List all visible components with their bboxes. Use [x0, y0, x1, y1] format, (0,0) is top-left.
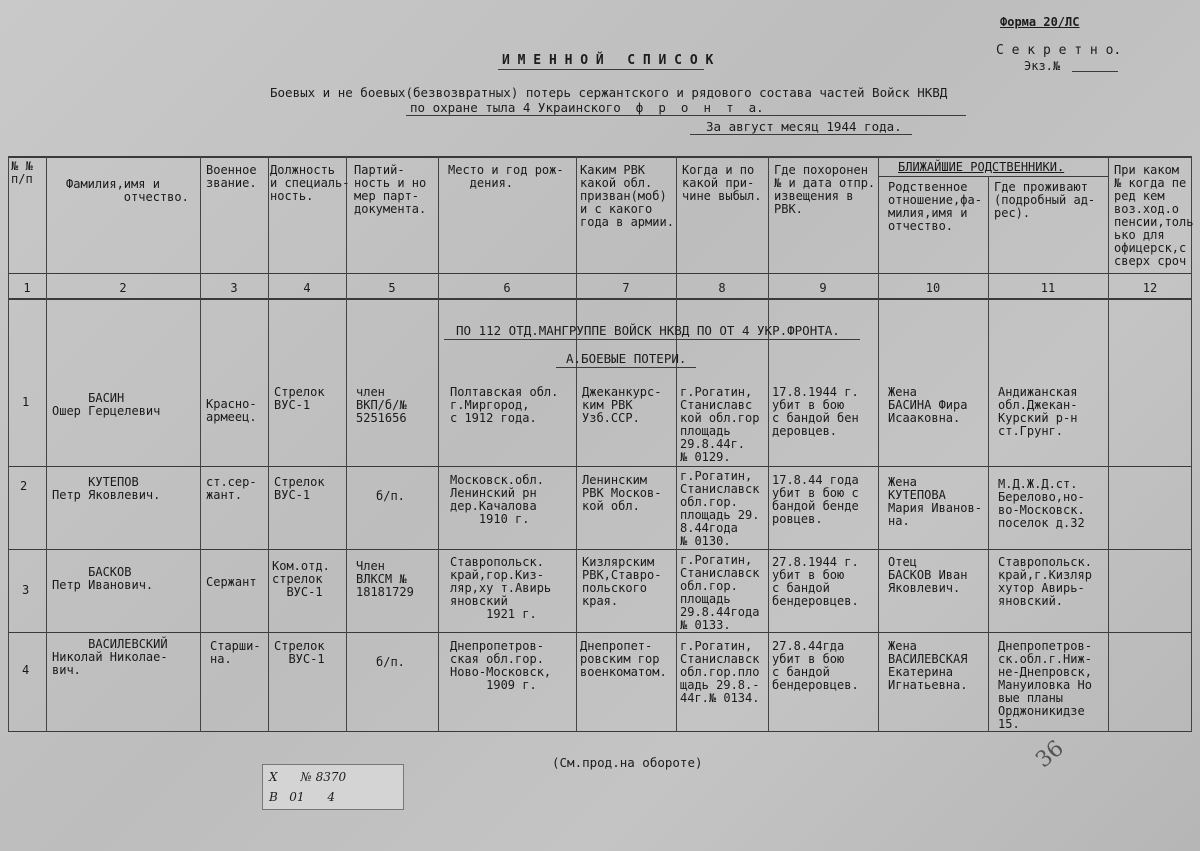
- row-1-relative: Жена БАСИНА Фира Исааковна.: [888, 385, 968, 425]
- row-2-number: 2: [20, 479, 28, 493]
- row-1-buried: 17.8.1944 г. убит в бою с бандой бен деровцев.: [772, 385, 859, 438]
- col-number-2: 2: [119, 281, 127, 295]
- row-3-number: 3: [22, 583, 30, 597]
- form-number: Форма 20/ЛС: [1000, 15, 1080, 29]
- row-1-rank: Красно- армеец.: [206, 397, 257, 424]
- row-3-rvk: Кизлярским РВК,Ставро- польского края.: [582, 555, 662, 608]
- copy-number: Экз.№: [1024, 59, 1061, 73]
- col-header-9: Где похоронен № и дата отпр. извещения в РВК.: [774, 163, 876, 216]
- col-header-7: Каким РВК какой обл. призван(моб) и с какого года в армии.: [580, 163, 674, 229]
- section-title: ПО 112 ОТД.МАНГРУППЕ ВОЙСК НКВД ПО ОТ 4 УКР.ФРОНТА.: [456, 323, 840, 338]
- row-4-number: 4: [22, 663, 30, 677]
- row-3-name: БАСКОВ Петр Иванович.: [52, 565, 154, 592]
- row-3-post: Ком.отд. стрелок ВУС-1: [272, 559, 330, 599]
- row-4-party: б/п.: [376, 655, 405, 669]
- row-2-post: Стрелок ВУС-1: [274, 475, 325, 502]
- row-4-address: Днепропетров- ск.обл.г.Ниж- не-Днепровск, Мануиловка Но вые планы Орджоникидзе 15.: [998, 639, 1092, 731]
- row-4-relative: Жена ВАСИЛЕВСКАЯ Екатерина Игнатьевна.: [888, 639, 968, 692]
- row-1-name: БАСИН Ошер Герцелевич: [52, 391, 161, 418]
- row-3-buried: 27.8.1944 г. убит в бою с бандой бендеровцев.: [772, 555, 859, 608]
- subtitle-line-3: За август месяц 1944 года.: [706, 119, 902, 134]
- col-header-3: Военное звание.: [206, 163, 257, 190]
- row-2-rvk: Ленинским РВК Москов- кой обл.: [582, 473, 662, 513]
- continuation-note: (См.прод.на обороте): [552, 755, 703, 770]
- col-header-4: Должность и специаль- ность.: [270, 163, 350, 203]
- row-4-when: г.Рогатин, Станиславск обл.гор.пло щадь 29.8.- 44г.№ 0134.: [680, 639, 760, 705]
- col-number-6: 6: [503, 281, 511, 295]
- row-4-buried: 27.8.44гда убит в бою с бандой бендеровцев.: [772, 639, 859, 692]
- row-3-birth: Ставропольск. край,гор.Киз- ляр,ху т.Авирь яновский 1921 г.: [450, 555, 552, 621]
- row-4-rank: Старши- на.: [210, 639, 261, 666]
- col-number-3: 3: [230, 281, 238, 295]
- col-header-8: Когда и по какой при- чине выбыл.: [682, 163, 762, 203]
- row-1-party: член ВКП/б/№ 5251656: [356, 385, 407, 425]
- row-3-address: Ставропольск. край,г.Кизляр хутор Авирь- яновский.: [998, 555, 1092, 608]
- archive-stamp: [262, 764, 404, 810]
- row-1-post: Стрелок ВУС-1: [274, 385, 325, 412]
- col-header-1: № № п/п: [11, 159, 33, 186]
- row-4-birth: Днепропетров- ская обл.гор. Ново-Московск, 1909 г.: [450, 639, 552, 692]
- row-3-party: Член ВЛКСМ № 18181729: [356, 559, 414, 599]
- row-1-rvk: Джеканкурс- ким РВК Узб.ССР.: [582, 385, 662, 425]
- row-1-number: 1: [22, 395, 30, 409]
- relatives-group-header: БЛИЖАЙШИЕ РОДСТВЕННИКИ.: [898, 160, 1065, 174]
- subtitle-line-2: по охране тыла 4 Украинского ф р о н т а.: [410, 100, 764, 115]
- row-2-name: КУТЕПОВ Петр Яковлевич.: [52, 475, 161, 502]
- col-number-4: 4: [303, 281, 311, 295]
- page-title: И М Е Н Н О Й С П И С О К: [502, 53, 714, 68]
- col-number-10: 10: [925, 281, 941, 295]
- col-header-10: Родственное отношение,фа- милия,имя и отчество.: [888, 180, 982, 233]
- row-4-name: ВАСИЛЕВСКИЙ Николай Николае- вич.: [52, 637, 168, 677]
- col-number-5: 5: [388, 281, 396, 295]
- col-header-11: Где проживают (подробный ад- рес).: [994, 180, 1096, 220]
- col-number-11: 11: [1040, 281, 1056, 295]
- row-3-when: г.Рогатин, Станиславск обл.гор. площадь 29.8.44года № 0133.: [680, 553, 760, 632]
- row-2-birth: Московск.обл. Ленинский рн дер.Качалова 1910 г.: [450, 473, 544, 526]
- col-header-6: Место и год рож- дения.: [448, 163, 564, 190]
- row-2-when: г.Рогатин, Станиславск обл.гор. площадь 29. 8.44года № 0130.: [680, 469, 760, 548]
- section-subtitle: А.БОЕВЫЕ ПОТЕРИ.: [566, 351, 687, 366]
- col-number-12: 12: [1142, 281, 1158, 295]
- row-2-buried: 17.8.44 года убит в бою с бандой бенде ровцев.: [772, 473, 859, 526]
- secret-mark: С е к р е т н о.: [996, 43, 1122, 58]
- col-number-9: 9: [819, 281, 827, 295]
- row-2-address: М.Д.Ж.Д.ст. Берелово,но- во-Московск. поселок д.32: [998, 477, 1085, 530]
- col-number-7: 7: [622, 281, 630, 295]
- col-number-8: 8: [718, 281, 726, 295]
- row-2-party: б/п.: [376, 489, 405, 503]
- row-1-when: г.Рогатин, Станиславс кой обл.гор площадь 29.8.44г. № 0129.: [680, 385, 760, 464]
- subtitle-line-1: Боевых и не боевых(безвозвратных) потерь сержантского и рядового состава частей Войск НКВД: [270, 85, 948, 100]
- row-1-address: Андижанская обл.Джекан- Курский р-н ст.Грунг.: [998, 385, 1078, 438]
- col-header-2: Фамилия,имя и отчество.: [66, 177, 189, 204]
- row-2-rank: ст.сер- жант.: [206, 475, 257, 502]
- col-header-5: Партий- ность и но мер парт- документа.: [354, 163, 427, 216]
- archive-stamp-line-1: Х № 8370: [269, 770, 347, 784]
- row-1-birth: Полтавская обл. г.Миргород, с 1912 года.: [450, 385, 559, 425]
- row-4-rvk: Днепропет- ровским гор военкоматом.: [580, 639, 667, 679]
- col-number-1: 1: [23, 281, 31, 295]
- row-3-relative: Отец БАСКОВ Иван Яковлевич.: [888, 555, 968, 595]
- col-header-12: При каком № когда пе ред кем воз.ход.о пенсии,толь ько для офицерск,с сверх сроч: [1114, 163, 1194, 268]
- archive-stamp-line-2: В 01 4: [269, 790, 336, 804]
- row-2-relative: Жена КУТЕПОВА Мария Иванов- на.: [888, 475, 982, 528]
- row-3-rank: Сержант: [206, 575, 257, 589]
- handwritten-mark: 36: [1031, 735, 1069, 774]
- row-4-post: Стрелок ВУС-1: [274, 639, 325, 666]
